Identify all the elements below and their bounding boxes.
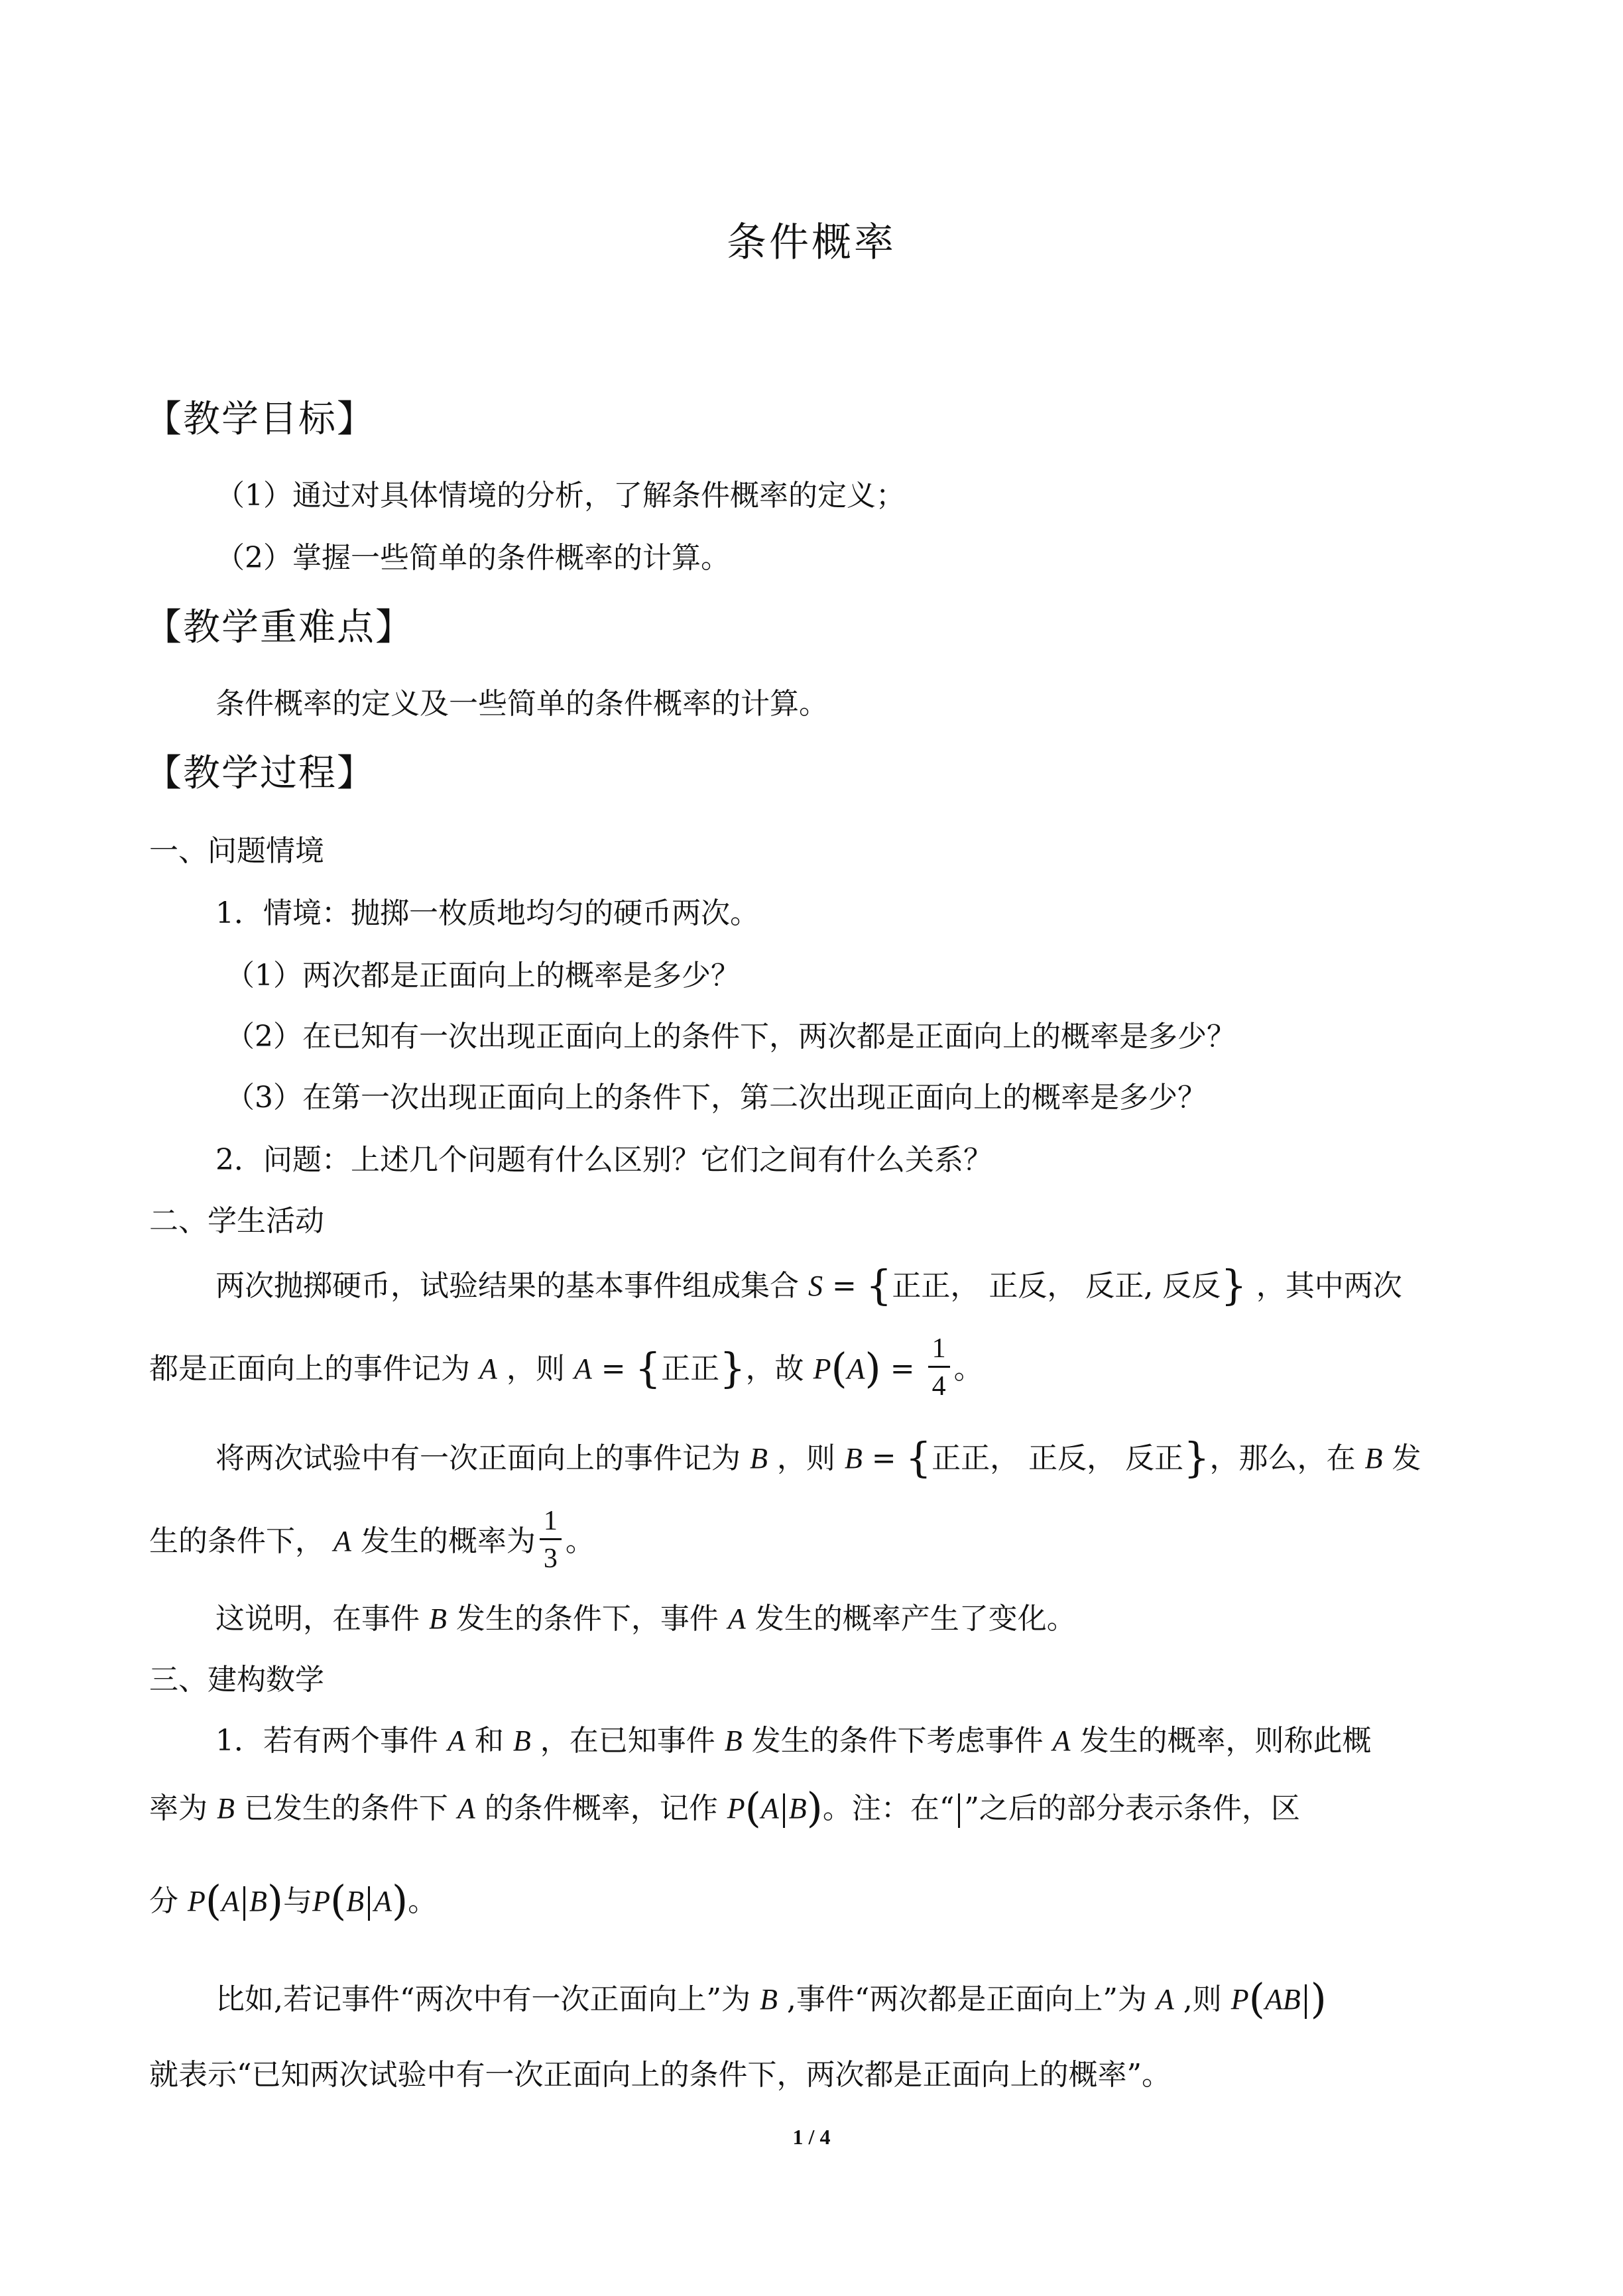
goal-2: （2）掌握一些简单的条件概率的计算。 <box>215 541 730 575</box>
text: 发生的概率产生了变化。 <box>754 1602 1076 1636</box>
situation-p2: 2．问题：上述几个问题有什么区别？它们之间有什么关系？ <box>215 1143 992 1177</box>
paren-close: ) <box>806 1783 823 1832</box>
set-content: 正正， 正反， 反正, 反反 <box>892 1269 1221 1303</box>
math-var: B <box>217 1792 235 1825</box>
text: 分 <box>149 1884 178 1918</box>
fraction-one-quarter <box>928 1331 950 1405</box>
denominator: 3 <box>543 1543 558 1574</box>
activity-line-2 <box>149 1334 983 1408</box>
situation-q3: （3）在第一次出现正面向上的条件下，第二次出现正面向上的概率是多少？ <box>225 1081 1207 1115</box>
text: 生的条件下， <box>149 1524 324 1558</box>
math-var: P <box>312 1885 330 1917</box>
math-var: B <box>724 1724 743 1757</box>
given-bar <box>783 1793 785 1828</box>
heading-process: 【教学过程】 <box>145 752 375 795</box>
text: 发生的条件下考虑事件 <box>751 1724 1044 1758</box>
situation-q2: （2）在已知有一次出现正面向上的条件下，两次都是正面向上的概率是多少？ <box>225 1020 1236 1054</box>
math-var: A <box>221 1885 239 1917</box>
math-var: S <box>808 1270 823 1302</box>
text: 1．若有两个事件 <box>215 1724 438 1758</box>
math-var: B <box>788 1792 807 1825</box>
construct-line-1 <box>215 1726 1372 1756</box>
section-2-title: 二、学生活动 <box>149 1204 324 1238</box>
set-content: 正正 <box>661 1352 720 1386</box>
math-var: P <box>813 1353 831 1385</box>
activity-line-5 <box>215 1604 1076 1634</box>
paren-close: ) <box>267 1876 284 1925</box>
math-op: = <box>832 1269 857 1303</box>
paren-open: ( <box>745 1783 761 1832</box>
math-var: B <box>512 1724 531 1757</box>
brace-close: } <box>719 1344 746 1392</box>
given-bar <box>958 1793 960 1828</box>
situation-p1: 1．情境：抛掷一枚质地均匀的硬币两次。 <box>215 896 759 930</box>
math-var: P <box>727 1792 745 1825</box>
paren-open: ( <box>831 1344 847 1392</box>
math-var: A <box>727 1602 746 1635</box>
math-var: B <box>844 1442 863 1475</box>
section-3-title: 三、建构数学 <box>149 1663 324 1697</box>
section-1-title: 一、问题情境 <box>149 834 324 868</box>
given-bar <box>1305 1984 1307 2019</box>
math-var: A <box>448 1724 465 1757</box>
math-expr: AB <box>1264 1983 1301 2016</box>
text: ，其中两次 <box>1256 1269 1402 1303</box>
text: ，在已知事件 <box>540 1724 715 1758</box>
math-var: P <box>188 1885 206 1917</box>
paren-open: ( <box>1248 1974 1265 2023</box>
math-var: A <box>760 1792 779 1825</box>
text: ”之后的部分表示条件，区 <box>964 1791 1300 1825</box>
text: 发生的概率，则称此概 <box>1079 1724 1372 1758</box>
math-var: B <box>1364 1442 1383 1475</box>
paren-close: ) <box>1310 1974 1327 2023</box>
math-var: P <box>1231 1983 1249 2016</box>
text: 发 <box>1392 1441 1421 1475</box>
text: 。 <box>408 1884 438 1918</box>
math-op: = <box>890 1352 915 1386</box>
brace-close: } <box>1221 1261 1247 1309</box>
example-line-1 <box>215 1974 1327 2023</box>
math-var: A <box>333 1525 351 1557</box>
set-content: 正正， 正反， 反正 <box>932 1441 1184 1475</box>
math-var: A <box>1052 1724 1071 1757</box>
math-var: A <box>573 1353 592 1385</box>
math-var: B <box>346 1885 365 1917</box>
text: ,事件“两次都是正面向上”为 <box>786 1982 1147 2016</box>
text: 将两次试验中有一次正面向上的事件记为 <box>215 1441 741 1475</box>
fraction-one-third <box>540 1504 562 1577</box>
math-var: A <box>479 1353 497 1385</box>
numerator: 1 <box>928 1331 950 1368</box>
construct-line-2 <box>149 1783 1300 1832</box>
text: ，则 <box>776 1441 835 1475</box>
paren-close: ) <box>865 1344 881 1392</box>
math-var: B <box>429 1602 447 1635</box>
math-op: = <box>871 1441 896 1475</box>
text: 与 <box>283 1884 313 1918</box>
paren-open: ( <box>205 1876 222 1925</box>
math-var: B <box>249 1885 267 1917</box>
math-op: = <box>601 1352 626 1386</box>
text: ，那么，在 <box>1209 1441 1356 1475</box>
heading-goals: 【教学目标】 <box>145 398 375 441</box>
text: 已发生的条件下 <box>243 1791 448 1825</box>
text: 的条件概率，记作 <box>484 1791 718 1825</box>
situation-q1: （1）两次都是正面向上的概率是多少？ <box>225 959 740 993</box>
paren-close: ) <box>391 1876 408 1925</box>
text: ，则 <box>506 1352 565 1386</box>
goal-1: （1）通过对具体情境的分析，了解条件概率的定义； <box>215 479 905 513</box>
text: 率为 <box>149 1791 208 1825</box>
text: 。 <box>953 1352 983 1386</box>
paren-open: ( <box>330 1876 347 1925</box>
math-var: A <box>374 1885 392 1917</box>
text: ，故 <box>745 1352 804 1386</box>
page-title: 条件概率 <box>727 219 896 266</box>
heading-keypoints: 【教学重难点】 <box>145 606 414 649</box>
brace-open: { <box>865 1261 892 1309</box>
text: 。 <box>565 1524 595 1558</box>
math-var: A <box>1156 1983 1174 2016</box>
brace-open: { <box>634 1344 662 1392</box>
math-var: A <box>457 1792 475 1825</box>
page-number: 1 / 4 <box>792 2125 831 2149</box>
text: 和 <box>474 1724 504 1758</box>
text: 发生的条件下，事件 <box>455 1602 719 1636</box>
text: ,则 <box>1183 1982 1222 2016</box>
given-bar <box>243 1886 245 1921</box>
text: 发生的概率为 <box>360 1524 536 1558</box>
math-var: A <box>847 1353 865 1385</box>
activity-line-1 <box>215 1261 1402 1309</box>
brace-open: { <box>905 1433 932 1482</box>
text: 比如,若记事件“两次中有一次正面向上”为 <box>215 1982 751 2016</box>
activity-line-3 <box>215 1433 1421 1482</box>
given-bar <box>368 1886 370 1921</box>
example-line-2: 就表示“已知两次试验中有一次正面向上的条件下，两次都是正面向上的概率”。 <box>149 2058 1171 2092</box>
text: 。注：在“ <box>822 1791 955 1825</box>
brace-close: } <box>1183 1433 1210 1482</box>
text: 两次抛掷硬币，试验结果的基本事件组成集合 <box>215 1269 799 1303</box>
activity-line-4 <box>149 1506 595 1580</box>
text: 都是正面向上的事件记为 <box>149 1352 470 1386</box>
math-var: B <box>750 1442 768 1475</box>
text: 这说明，在事件 <box>215 1602 420 1636</box>
construct-line-3 <box>149 1876 438 1925</box>
math-var: B <box>759 1983 778 2016</box>
keypoints-text: 条件概率的定义及一些简单的条件概率的计算。 <box>215 687 828 721</box>
denominator: 4 <box>932 1371 946 1402</box>
numerator: 1 <box>540 1504 562 1540</box>
